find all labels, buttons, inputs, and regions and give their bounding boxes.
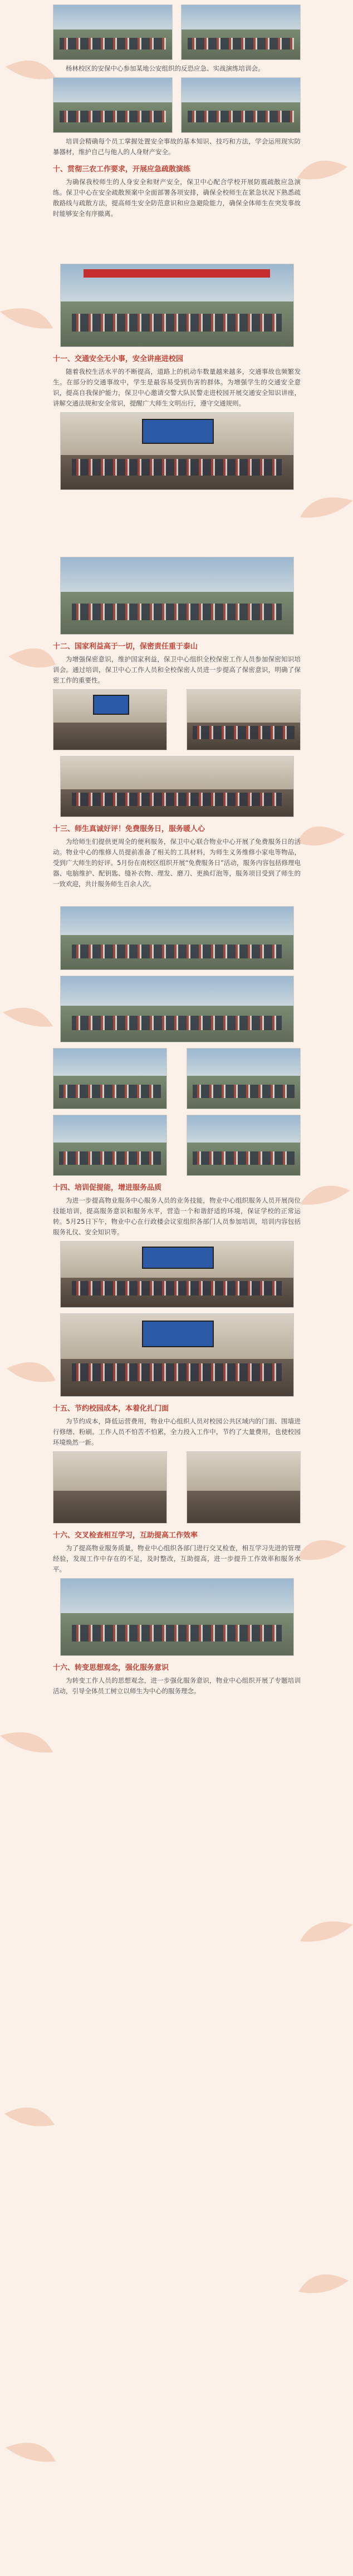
photo [60,1313,294,1397]
photo [187,1115,301,1176]
paragraph: 为给师生们提供更周全的便利服务，保卫中心联合物业中心开展了免费服务日的活动。物业中心的维修人员提前准备了相关的工具材料，为师生义务维修小家电等物品，受到广大师生的好评。5月份在南校区组织开展“免费服务日”活动，服务内容包括修理电器、电脑维护、配钥匙、缝补衣物、理发、磨刀、更换灯泡等，服务项目受到了师生的一致欢迎，共计服务师生百余人次。 [53,838,301,888]
photo [187,1451,301,1524]
section-heading: 十五、节约校园成本，本着化扎门面 [53,1405,169,1413]
photo [53,4,173,60]
photo [60,557,294,635]
paragraph: 培训会精确每个员工掌握处置安全事故的基本知识、技巧和方法，学会运用现实防暴器材，维护自己与他人的人身财产安全。 [53,137,301,156]
photo [60,264,294,347]
paragraph: 为了提高物业服务质量，物业中心组织各部门进行交叉检查，相互学习先进的管理经验，发现工作中存在的不足，及时整改，互助提高，进一步提升工作效率和服务水平。 [53,1544,301,1573]
paragraph: 为增强保密意识，维护国家利益，保卫中心组织全校保密工作人员参加保密知识培训会。通过培训，保卫中心工作人员和全校保密人员进一步提高了保密意识，明确了保密工作的重要性。 [53,655,301,684]
article-body [53,0,301,1700]
photo [53,1451,167,1524]
photo [187,1048,301,1109]
photo [181,77,301,133]
paragraph: 为转变工作人员的思想观念，进一步强化服务意识，物业中心组织开展了专题培训活动，引导全体员工树立以师生为中心的服务理念。 [53,1677,301,1695]
section-heading: 十、贯彻三农工作要求，开展应急疏散演练 [53,165,191,174]
paragraph: 杨林校区的安保中心参加某地公安组织的反恐应急、实战演练培训会。 [66,65,264,72]
photo [60,412,294,490]
photo [60,906,294,970]
section-heading: 十六、转变思想观念，强化服务意识 [53,1664,169,1672]
photo [53,77,173,133]
section-heading: 十六、交叉检查相互学习，互助提高工作效率 [53,1531,198,1540]
photo [53,1048,167,1109]
paragraph: 为进一步提高物业服务中心服务人员的业务技能，物业中心组织服务人员开展岗位技能培训，提高服务意识和服务水平，营造一个和谐舒适的环境，保证学校的正常运转。5月25日下午，物业中心在行政楼会议室组织各部门人员参加培训，培训内容包括服务礼仪、安全知识等。 [53,1196,301,1236]
bamboo-leaf-decoration [0,0,61,2576]
section-heading: 十一、交通安全无小事，安全讲座进校园 [53,355,184,363]
photo [60,1241,294,1308]
section-heading: 十四、培训促提能，增进服务品质 [53,1184,162,1192]
section-heading: 十三、师生真诚好评！免费服务日，服务暖人心 [53,825,205,833]
paragraph: 为确保我校师生的人身安全和财产安全，保卫中心配合学校开展防震疏散应急演练。保卫中心在安全疏散预案中全面部署各项安排，确保全校师生在紧急状况下熟悉疏散路线与疏散方法，提高师生安全防范意识和应急避险能力，确保全体师生在突发事故时能够安全有序撤离。 [53,178,301,217]
photo [53,1115,167,1176]
photo [187,689,301,750]
photo [60,1578,294,1656]
photo [53,689,167,750]
photo [60,756,294,817]
paragraph: 为节约成本，降低运营费用，物业中心组织人员对校园公共区域内的门面、围墙进行修缮、粉刷。工作人员不怕苦不怕累，全力投入工作中，节约了大量费用，也使校园环境焕然一新。 [53,1417,301,1446]
photo [60,976,294,1042]
photo [181,4,301,60]
paragraph: 随着我校生活水平的不断提高，道路上的机动车数量越来越多，交通事故也频繁发生。在部分的交通事故中，学生是最容易受到伤害的群体。为增强学生的交通安全意识，提高自我保护能力，保卫中心邀请交警大队民警走进校园开展交通安全知识讲座，讲解交通法规和安全常识，提醒广大师生文明出行，遵守交通规则。 [53,368,301,407]
bamboo-leaf-decoration [292,0,353,2576]
section-heading: 十二、国家利益高于一切，保密责任重于泰山 [53,642,198,651]
